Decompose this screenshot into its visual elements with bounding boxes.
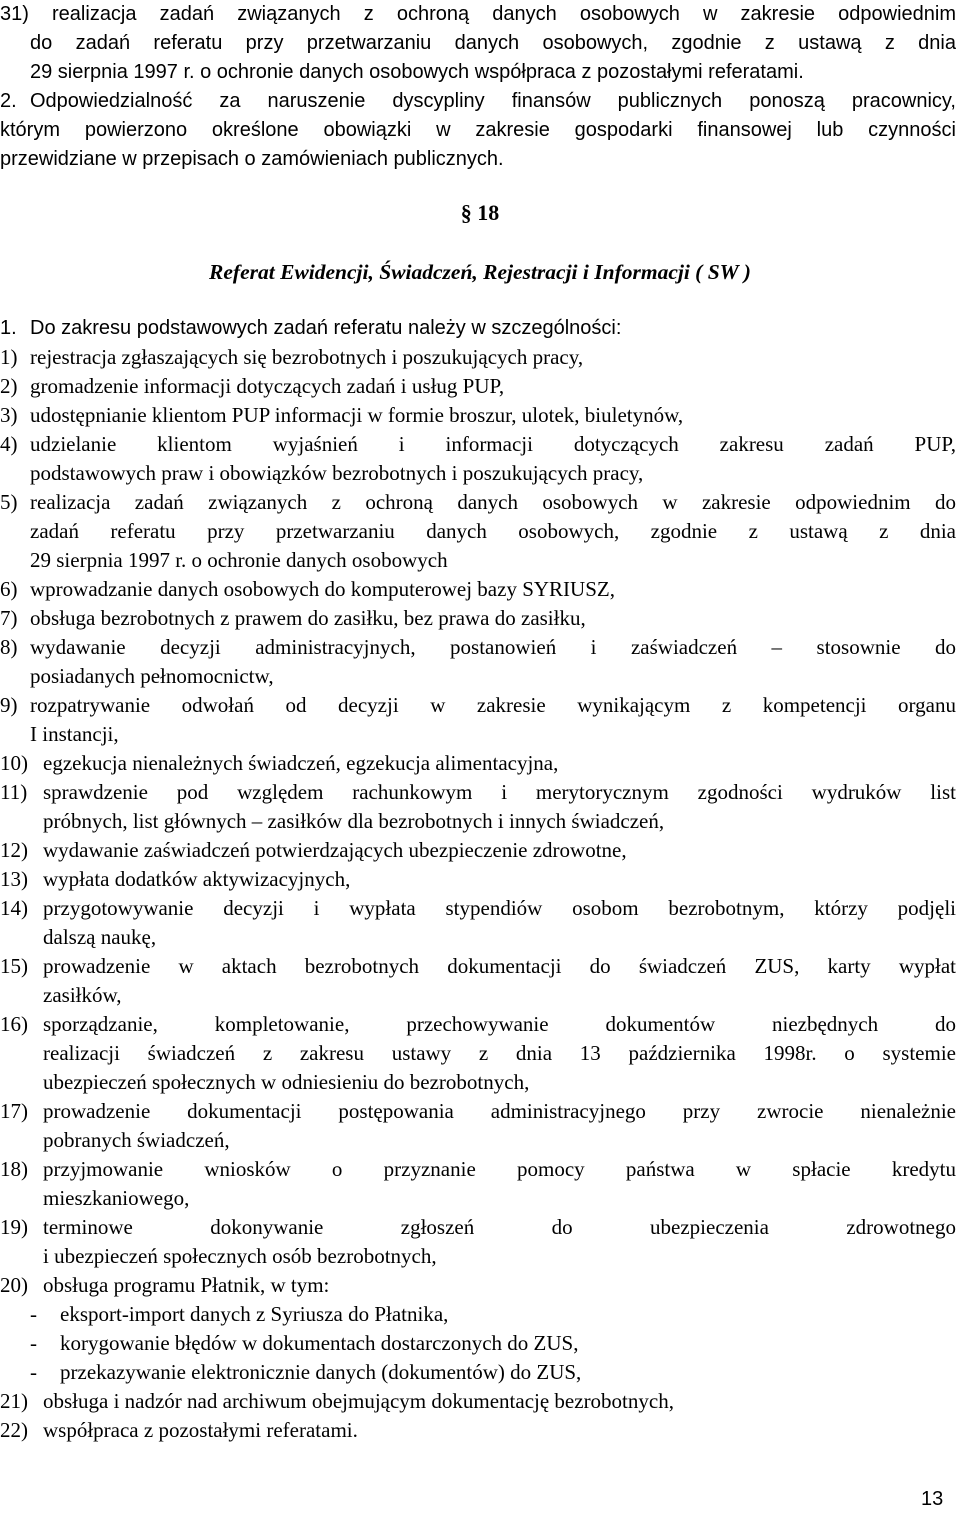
sub-item	[0, 1358, 956, 1387]
list-item-number: 17)	[0, 1099, 28, 1123]
list-item-line	[0, 401, 956, 430]
list-item-text: mieszkaniowego,	[43, 1186, 190, 1210]
list-item-line	[0, 575, 956, 604]
list-item-line	[0, 1387, 956, 1416]
list-item	[0, 749, 956, 778]
list-item-indent	[0, 720, 30, 749]
list-item-text: zasiłków,	[43, 983, 122, 1007]
list-item-number: 9)	[0, 693, 18, 717]
list-item-number: 19)	[0, 1215, 28, 1239]
section-paragraph-mark: § 18	[460, 200, 500, 225]
list-item	[0, 1010, 956, 1097]
list-item-text: udzielanie klientom wyjaśnień i informacji dotyczących zakresu zadań PUP,	[30, 432, 956, 456]
list-item-text: wypłata dodatków aktywizacyjnych,	[43, 867, 351, 891]
list-item-indent	[0, 459, 30, 488]
list-item-text: wydawanie zaświadczeń potwierdzających ubezpieczenie zdrowotne,	[43, 838, 627, 862]
list-item-line	[0, 923, 956, 952]
list-item-text: terminowe dokonywanie zgłoszeń do ubezpieczenia zdrowotnego	[43, 1215, 956, 1239]
list-item-line	[0, 1068, 956, 1097]
list-item	[0, 1387, 956, 1416]
list-item-text: podstawowych praw i obowiązków bezrobotnych i poszukujących pracy,	[30, 461, 644, 485]
list-item	[0, 952, 956, 1010]
list-item-text: pobranych świadczeń,	[43, 1128, 230, 1152]
list-item-text: próbnych, list głównych – zasiłków dla bezrobotnych i innych świadczeń,	[43, 809, 665, 833]
intro-text: Do zakresu podstawowych zadań referatu należy w szczególności:	[30, 317, 622, 339]
text-line: którym powierzono określone obowiązki w zakresie gospodarki finansowej lub czynności	[0, 119, 956, 141]
paragraph-2	[0, 87, 956, 116]
list-item-indent	[0, 546, 30, 575]
list-item-text: 29 sierpnia 1997 r. o ochronie danych osobowych	[30, 548, 448, 572]
list-item-indent	[0, 662, 30, 691]
list-item-line	[0, 430, 956, 459]
task-list	[0, 343, 956, 1445]
list-item-text: egzekucja nienależnych świadczeń, egzekucja alimentacyjna,	[43, 751, 559, 775]
list-item-number: 18)	[0, 1157, 28, 1181]
list-item-line	[0, 604, 956, 633]
list-item-text: realizacja zadań związanych z ochroną danych osobowych w zakresie odpowiednim do	[30, 490, 956, 514]
list-item-indent	[0, 923, 30, 952]
section-title: Referat Ewidencji, Świadczeń, Rejestracji i Informacji ( SW )	[209, 260, 751, 284]
list-item-line	[0, 372, 956, 401]
list-item	[0, 604, 956, 633]
list-item-line	[0, 1155, 956, 1184]
list-item-text: rejestracja zgłaszających się bezrobotnych i poszukujących pracy,	[30, 345, 584, 369]
list-item-text: posiadanych pełnomocnictw,	[30, 664, 274, 688]
text-line	[0, 58, 956, 87]
list-item-number: 14)	[0, 896, 28, 920]
list-item-line	[0, 865, 956, 894]
list-item-number: 15)	[0, 954, 28, 978]
list-item-indent	[0, 1242, 30, 1271]
text-line: 31) realizacja zadań związanych z ochroną danych osobowych w zakresie odpowiednim	[0, 3, 956, 25]
list-item-number: 7)	[0, 606, 18, 630]
list-item	[0, 865, 956, 894]
list-item	[0, 430, 956, 488]
list-item-line	[0, 720, 956, 749]
list-item-number: 20)	[0, 1273, 28, 1297]
list-item-number: 5)	[0, 490, 18, 514]
sub-item-dash: -	[30, 1360, 37, 1384]
list-item-text: obsługa bezrobotnych z prawem do zasiłku, bez prawa do zasiłku,	[30, 606, 586, 630]
list-item-line	[0, 517, 956, 546]
list-item-text: przyjmowanie wniosków o przyznanie pomocy państwa w spłacie kredytu	[43, 1157, 956, 1181]
list-item-line	[0, 1271, 956, 1300]
list-item-number: 11)	[0, 780, 28, 804]
list-item-line	[0, 1242, 956, 1271]
sub-item	[0, 1329, 956, 1358]
list-item-line	[0, 1126, 956, 1155]
list-item-text: dalszą naukę,	[43, 925, 157, 949]
list-item	[0, 691, 956, 749]
list-item-number: 4)	[0, 432, 18, 456]
sub-item	[0, 1300, 956, 1329]
list-item-line	[0, 1097, 956, 1126]
sub-item-text: eksport-import danych z Syriusza do Płatnika,	[60, 1302, 449, 1326]
list-item-line	[0, 343, 956, 372]
list-item-number: 8)	[0, 635, 18, 659]
list-item-text: sporządzanie, kompletowanie, przechowywanie dokumentów niezbędnych do	[43, 1012, 956, 1036]
list-item-line	[0, 459, 956, 488]
list-item-text: prowadzenie dokumentacji postępowania administracyjnego przy zwrocie nienależnie	[43, 1099, 956, 1123]
list-item-line	[0, 952, 956, 981]
list-item-text: I instancji,	[30, 722, 119, 746]
sub-item-dash: -	[30, 1331, 37, 1355]
list-item-text: realizacji świadczeń z zakresu ustawy z dnia 13 października 1998r. o systemie	[43, 1041, 956, 1065]
list-item-line	[0, 894, 956, 923]
list-item-number: 22)	[0, 1418, 28, 1442]
list-item	[0, 372, 956, 401]
list-item-line	[0, 778, 956, 807]
list-item-indent	[0, 1126, 30, 1155]
paragraph-number: 2.	[0, 90, 17, 112]
list-item-indent	[0, 1068, 30, 1097]
list-item	[0, 1097, 956, 1155]
list-item	[0, 488, 956, 575]
list-item-line	[0, 546, 956, 575]
list-item-line	[0, 836, 956, 865]
text-line: przewidziane w przepisach o zamówieniach publicznych.	[0, 148, 504, 170]
list-item-indent	[0, 981, 30, 1010]
intro-line	[0, 314, 956, 343]
text-line-content: 29 sierpnia 1997 r. o ochronie danych osobowych współpraca z pozostałymi referatami.	[30, 61, 804, 83]
list-item-text: prowadzenie w aktach bezrobotnych dokumentacji do świadczeń ZUS, karty wypłat	[43, 954, 956, 978]
list-item-text: wprowadzanie danych osobowych do komputerowej bazy SYRIUSZ,	[30, 577, 615, 601]
list-item-line	[0, 488, 956, 517]
list-item-text: gromadzenie informacji dotyczących zadań i usług PUP,	[30, 374, 505, 398]
list-item	[0, 1155, 956, 1213]
list-item-text: ubezpieczeń społecznych w odniesieniu do bezrobotnych,	[43, 1070, 530, 1094]
list-item	[0, 1271, 956, 1300]
list-item	[0, 633, 956, 691]
list-item-number: 1)	[0, 345, 18, 369]
list-item-number: 2)	[0, 374, 18, 398]
list-item-indent	[0, 517, 30, 546]
list-item-line	[0, 981, 956, 1010]
list-item-line	[0, 691, 956, 720]
list-item-text: rozpatrywanie odwołań od decyzji w zakresie wynikającym z kompetencji organu	[30, 693, 956, 717]
previous-section-text	[0, 0, 956, 174]
list-item-number: 12)	[0, 838, 28, 862]
list-item-line	[0, 633, 956, 662]
list-item-number: 21)	[0, 1389, 28, 1413]
list-item-line	[0, 1010, 956, 1039]
list-item-line	[0, 749, 956, 778]
list-item	[0, 894, 956, 952]
list-item	[0, 401, 956, 430]
list-item-line	[0, 1184, 956, 1213]
list-item-number: 13)	[0, 867, 28, 891]
list-item-text: sprawdzenie pod względem rachunkowym i merytorycznym zgodności wydruków list	[43, 780, 956, 804]
list-item-number: 16)	[0, 1012, 28, 1036]
list-item	[0, 836, 956, 865]
list-item-text: obsługa programu Płatnik, w tym:	[43, 1273, 330, 1297]
list-item-text: i ubezpieczeń społecznych osób bezrobotnych,	[43, 1244, 437, 1268]
intro-number: 1.	[0, 317, 17, 339]
list-item-number: 10)	[0, 751, 28, 775]
list-item-line	[0, 1039, 956, 1068]
list-item-text: wydawanie decyzji administracyjnych, postanowień i zaświadczeń – stosownie do	[30, 635, 956, 659]
list-item-line	[0, 807, 956, 836]
text-line: do zadań referatu przy przetwarzaniu danych osobowych, zgodnie z ustawą z dnia	[30, 32, 956, 54]
list-item-indent	[0, 807, 30, 836]
list-item	[0, 1416, 956, 1445]
sub-item-dash: -	[30, 1302, 37, 1326]
list-item	[0, 1213, 956, 1271]
list-item-text: zadań referatu przy przetwarzaniu danych osobowych, zgodnie z ustawą z dnia	[30, 519, 956, 543]
list-item-indent	[0, 1184, 30, 1213]
list-item-line	[0, 1416, 956, 1445]
list-item	[0, 343, 956, 372]
list-item-text: obsługa i nadzór nad archiwum obejmującym dokumentację bezrobotnych,	[43, 1389, 674, 1413]
list-item-text: przygotowywanie decyzji i wypłata stypendiów osobom bezrobotnym, którzy podjęli	[43, 896, 956, 920]
list-item-indent	[0, 1039, 30, 1068]
list-item	[0, 778, 956, 836]
page-number: 13	[921, 1488, 944, 1510]
list-item-text: współpraca z pozostałymi referatami.	[43, 1418, 358, 1442]
list-item-number: 3)	[0, 403, 18, 427]
sub-item-text: korygowanie błędów w dokumentach dostarczonych do ZUS,	[60, 1331, 579, 1355]
list-item-line	[0, 662, 956, 691]
list-item-line	[0, 1213, 956, 1242]
text-line: Odpowiedzialność za naruszenie dyscypliny finansów publicznych ponoszą pracownicy,	[30, 90, 956, 112]
list-item	[0, 575, 956, 604]
sub-item-text: przekazywanie elektronicznie danych (dokumentów) do ZUS,	[60, 1360, 582, 1384]
list-item-text: udostępnianie klientom PUP informacji w formie broszur, ulotek, biuletynów,	[30, 403, 684, 427]
list-item-number: 6)	[0, 577, 18, 601]
